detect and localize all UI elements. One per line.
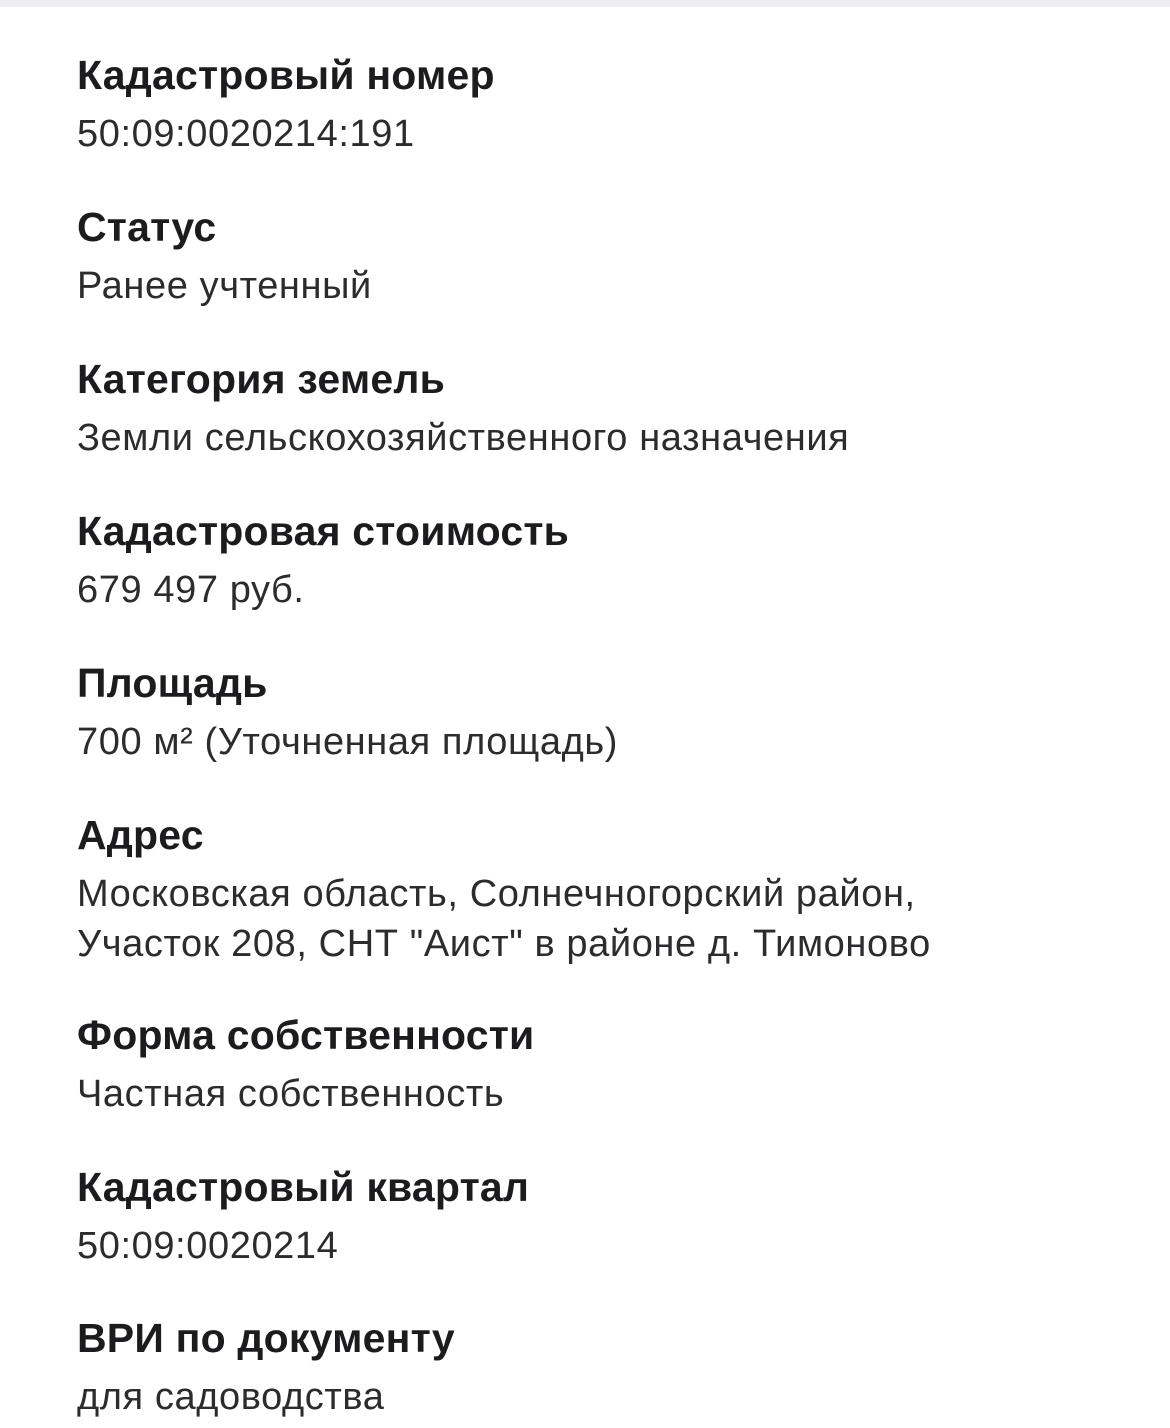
- permitted-use-field: [77, 1314, 1137, 1422]
- cadastral-quarter-label: Кадастровый квартал: [77, 1164, 530, 1210]
- ownership-form-value: Частная собственность: [77, 1073, 505, 1115]
- permitted-use-value: для садоводства: [77, 1376, 385, 1418]
- land-category-value: Земли сельскохозяйственного назначения: [77, 417, 850, 459]
- address-line-2: Участок 208, СНТ "Аист" в районе д. Тимоново: [77, 923, 931, 965]
- permitted-use-label: ВРИ по документу: [77, 1315, 455, 1361]
- status-value: Ранее учтенный: [77, 265, 372, 307]
- land-category-label: Категория земель: [77, 356, 446, 402]
- ownership-form-label: Форма собственности: [77, 1012, 535, 1058]
- cadastral-number-label: Кадастровый номер: [77, 52, 495, 98]
- status-label: Статус: [77, 204, 217, 250]
- address-field: [77, 811, 1137, 969]
- area-field: [77, 659, 1137, 767]
- area-label: Площадь: [77, 660, 268, 706]
- cadastral-number-field: [77, 51, 1137, 159]
- address-line-1: Московская область, Солнечногорский район,: [77, 873, 916, 915]
- cadastral-quarter-value[interactable]: 50:09:0020214: [77, 1225, 339, 1267]
- cadastral-value-label: Кадастровая стоимость: [77, 508, 570, 554]
- cadastral-quarter-field: [77, 1163, 1137, 1271]
- address-label: Адрес: [77, 812, 204, 858]
- top-strip: [0, 0, 1170, 7]
- status-field: [77, 203, 1137, 311]
- ownership-form-field: [77, 1011, 1137, 1119]
- cadastral-number-value[interactable]: 50:09:0020214:191: [77, 113, 415, 155]
- property-details-sheet: [0, 7, 1170, 1428]
- cadastral-value-field: [77, 507, 1137, 615]
- area-value: 700 м² (Уточненная площадь): [77, 721, 619, 763]
- land-category-field: [77, 355, 1137, 463]
- address-value[interactable]: [77, 869, 1137, 969]
- cadastral-value-value: 679 497 руб.: [77, 569, 305, 611]
